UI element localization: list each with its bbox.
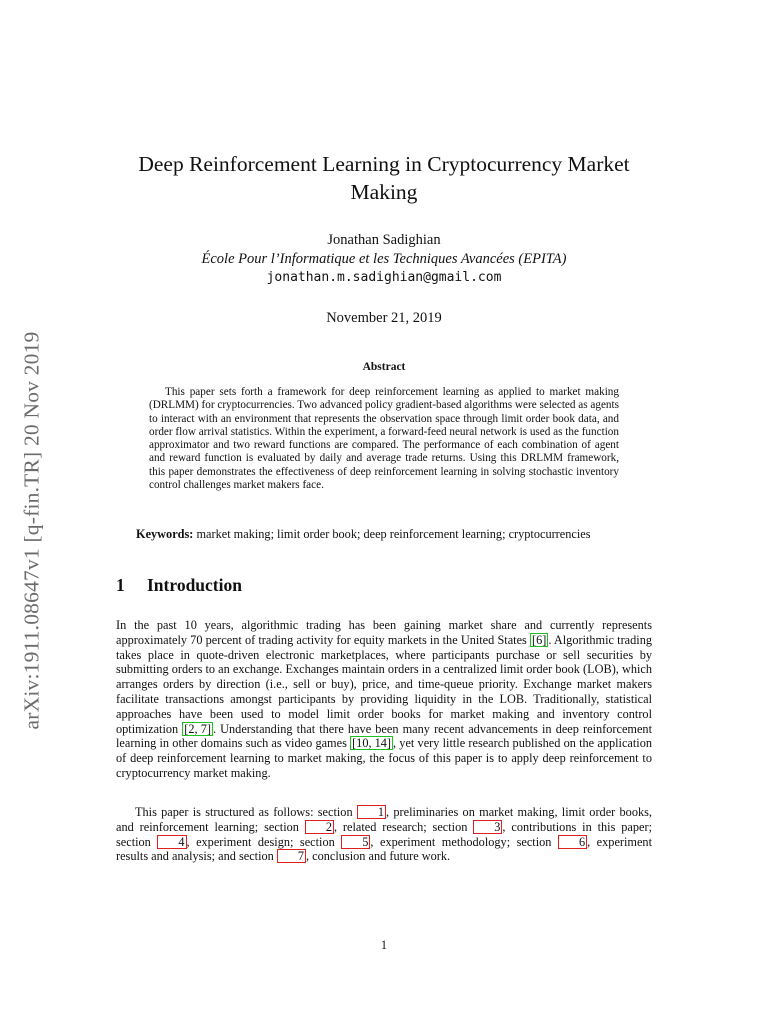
section-link[interactable]: 7 bbox=[277, 849, 306, 863]
section-title: Introduction bbox=[147, 575, 242, 595]
arxiv-stamp bbox=[12, 300, 52, 760]
intro-paragraph-1 bbox=[116, 618, 652, 781]
keywords-text: market making; limit order book; deep reinforcement learning; cryptocurrencies bbox=[196, 527, 591, 541]
section-number: 1 bbox=[116, 575, 125, 595]
text-run: , experiment methodology; section bbox=[370, 834, 558, 849]
paper-date: November 21, 2019 bbox=[326, 310, 442, 326]
section-link[interactable]: 6 bbox=[558, 835, 587, 849]
section-heading-introduction bbox=[116, 574, 242, 596]
paper-title: Deep Reinforcement Learning in Cryptocurrency Market Making bbox=[138, 152, 630, 204]
arxiv-id: arXiv:1911.08647v1 [q-fin.TR] 20 Nov 2019 bbox=[19, 331, 44, 729]
citation-link[interactable]: [6] bbox=[531, 632, 547, 647]
text-run: , yet very little research published on the application of deep reinforcement learning to market making, the focus of this paper is to apply deep reinforcement to cryptocurrency market making. bbox=[116, 736, 652, 780]
section-link[interactable]: 2 bbox=[305, 820, 334, 834]
text-run: , contributions in this paper; section bbox=[116, 819, 652, 849]
page-number: 1 bbox=[380, 938, 388, 952]
author-email[interactable]: jonathan.m.sadighian@gmail.com bbox=[266, 270, 502, 285]
text-run: In the past 10 years, algorithmic trading has been gaining market share and currently represents approximately 70 percent of trading activity for equity markets in the United States bbox=[116, 618, 652, 647]
text-run: . Algorithmic trading takes place in quote-driven electronic marketplaces, where participants purchase or sell securities by submitting orders to an exchange. Exchanges maintain orders in a centralized limit order book (LOB), which arranges orders by direction (i.e., sell or buy), price, and time-queue priority. Exchange market makers facilitate transactions amongst participants by providing liquidity in the LOB. Traditionally, statistical approaches have been used to model limit order books for market making and inventory control optimization bbox=[116, 632, 652, 736]
citation-link[interactable]: [2, 7] bbox=[184, 721, 211, 736]
abstract-text: This paper sets forth a framework for deep reinforcement learning as applied to market making (DRLMM) for cryptocurrencies. Two advanced policy gradient-based algorithms were selected as agents to interact with an environment that represents the observation space through limit order book data, and order flow arrival statistics. Within the experiment, a forward-feed neural network is used as the function approximator and two reward functions are compared. The performance of each combination of agent and reward function is evaluated by daily and average trade returns. Using this DRLMM framework, this paper demonstrates the effectiveness of deep reinforcement learning in solving stochastic inventory control challenges market makers face. bbox=[149, 386, 619, 492]
text-run: , related research; section bbox=[333, 819, 474, 834]
author-affiliation: École Pour l’Informatique et les Techniques Avancées (EPITA) bbox=[201, 251, 567, 267]
keywords bbox=[136, 527, 666, 542]
section-link[interactable]: 3 bbox=[473, 820, 502, 834]
text-run: , experiment design; section bbox=[186, 834, 342, 849]
citation-link[interactable]: [10, 14] bbox=[352, 736, 392, 751]
text-run: This paper is structured as follows: section bbox=[135, 805, 357, 819]
text-run: . Understanding that there have been many recent advancements in deep reinforcement learning in other domains such as video games bbox=[116, 721, 652, 751]
section-link[interactable]: 1 bbox=[357, 805, 386, 819]
section-link[interactable]: 4 bbox=[157, 835, 186, 849]
abstract-heading: Abstract bbox=[362, 361, 406, 373]
text-run: , experiment results and analysis; and section bbox=[116, 834, 652, 864]
section-link[interactable]: 5 bbox=[341, 835, 370, 849]
keywords-label: Keywords: bbox=[136, 527, 194, 541]
intro-paragraph-2 bbox=[116, 805, 652, 864]
author-name: Jonathan Sadighian bbox=[327, 232, 441, 248]
text-run: , preliminaries on market making, limit order books, and reinforcement learning; section bbox=[116, 805, 652, 834]
text-run: , conclusion and future work. bbox=[306, 849, 451, 864]
